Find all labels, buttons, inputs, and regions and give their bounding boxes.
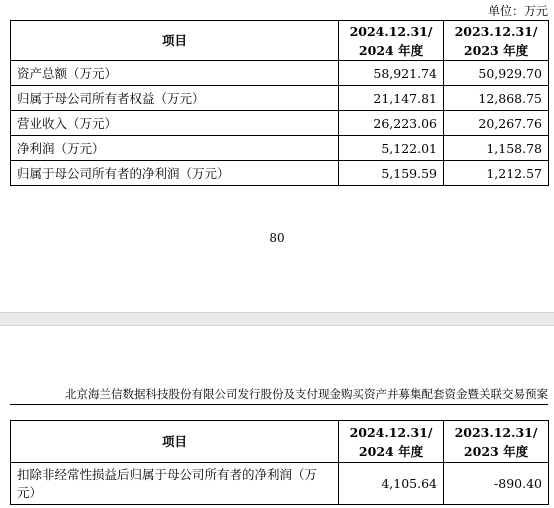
row-value-2023: -890.40	[444, 463, 549, 505]
row-value-2023: 12,868.75	[444, 86, 549, 111]
row-value-2023: 1,158.78	[444, 136, 549, 161]
table-header-row	[11, 21, 549, 61]
header-item: 项目	[11, 421, 339, 463]
row-label: 归属于母公司所有者的净利润（万元）	[11, 161, 339, 186]
table-row	[11, 61, 549, 86]
row-value-2024: 26,223.06	[339, 111, 444, 136]
header-2023	[444, 421, 549, 463]
table-row	[11, 463, 549, 505]
header-2023-line1: 2023.12.31/	[454, 424, 538, 440]
unit-label: 单位：万元	[487, 4, 548, 18]
header-2023	[444, 21, 549, 61]
header-2024	[339, 421, 444, 463]
financial-table-continued	[10, 420, 549, 505]
header-2024	[339, 21, 444, 61]
table-row	[11, 86, 549, 111]
header-2024-line2: 2024 年度	[358, 42, 424, 58]
row-label: 营业收入（万元）	[11, 111, 339, 136]
row-value-2024: 5,122.01	[339, 136, 444, 161]
financial-table-main	[10, 20, 549, 186]
header-2024-line1: 2024.12.31/	[349, 424, 433, 440]
header-rule	[10, 404, 548, 405]
table-row	[11, 111, 549, 136]
header-2023-line1: 2023.12.31/	[454, 23, 538, 39]
header-item: 项目	[11, 21, 339, 61]
page-number: 80	[269, 231, 285, 245]
row-label: 归属于母公司所有者权益（万元）	[11, 86, 339, 111]
row-label: 资产总额（万元）	[11, 61, 339, 86]
header-2023-line2: 2023 年度	[463, 42, 529, 58]
table-row	[11, 136, 549, 161]
page-separator	[0, 312, 554, 326]
row-value-2024: 58,921.74	[339, 61, 444, 86]
document-page-lower	[0, 326, 554, 508]
row-value-2024: 5,159.59	[339, 161, 444, 186]
header-2023-line2: 2023 年度	[463, 443, 529, 459]
row-label: 扣除非经常性损益后归属于母公司所有者的净利润（万元）	[11, 463, 339, 505]
header-2024-line2: 2024 年度	[358, 443, 424, 459]
table-header-row	[11, 421, 549, 463]
row-value-2023: 50,929.70	[444, 61, 549, 86]
row-value-2024: 4,105.64	[339, 463, 444, 505]
row-value-2023: 20,267.76	[444, 111, 549, 136]
row-label: 净利润（万元）	[11, 136, 339, 161]
table-row	[11, 161, 549, 186]
running-header: 北京海兰信数据科技股份有限公司发行股份及支付现金购买资产并募集配套资金暨关联交易预案	[65, 387, 548, 401]
header-2024-line1: 2024.12.31/	[349, 23, 433, 39]
row-value-2023: 1,212.57	[444, 161, 549, 186]
row-value-2024: 21,147.81	[339, 86, 444, 111]
